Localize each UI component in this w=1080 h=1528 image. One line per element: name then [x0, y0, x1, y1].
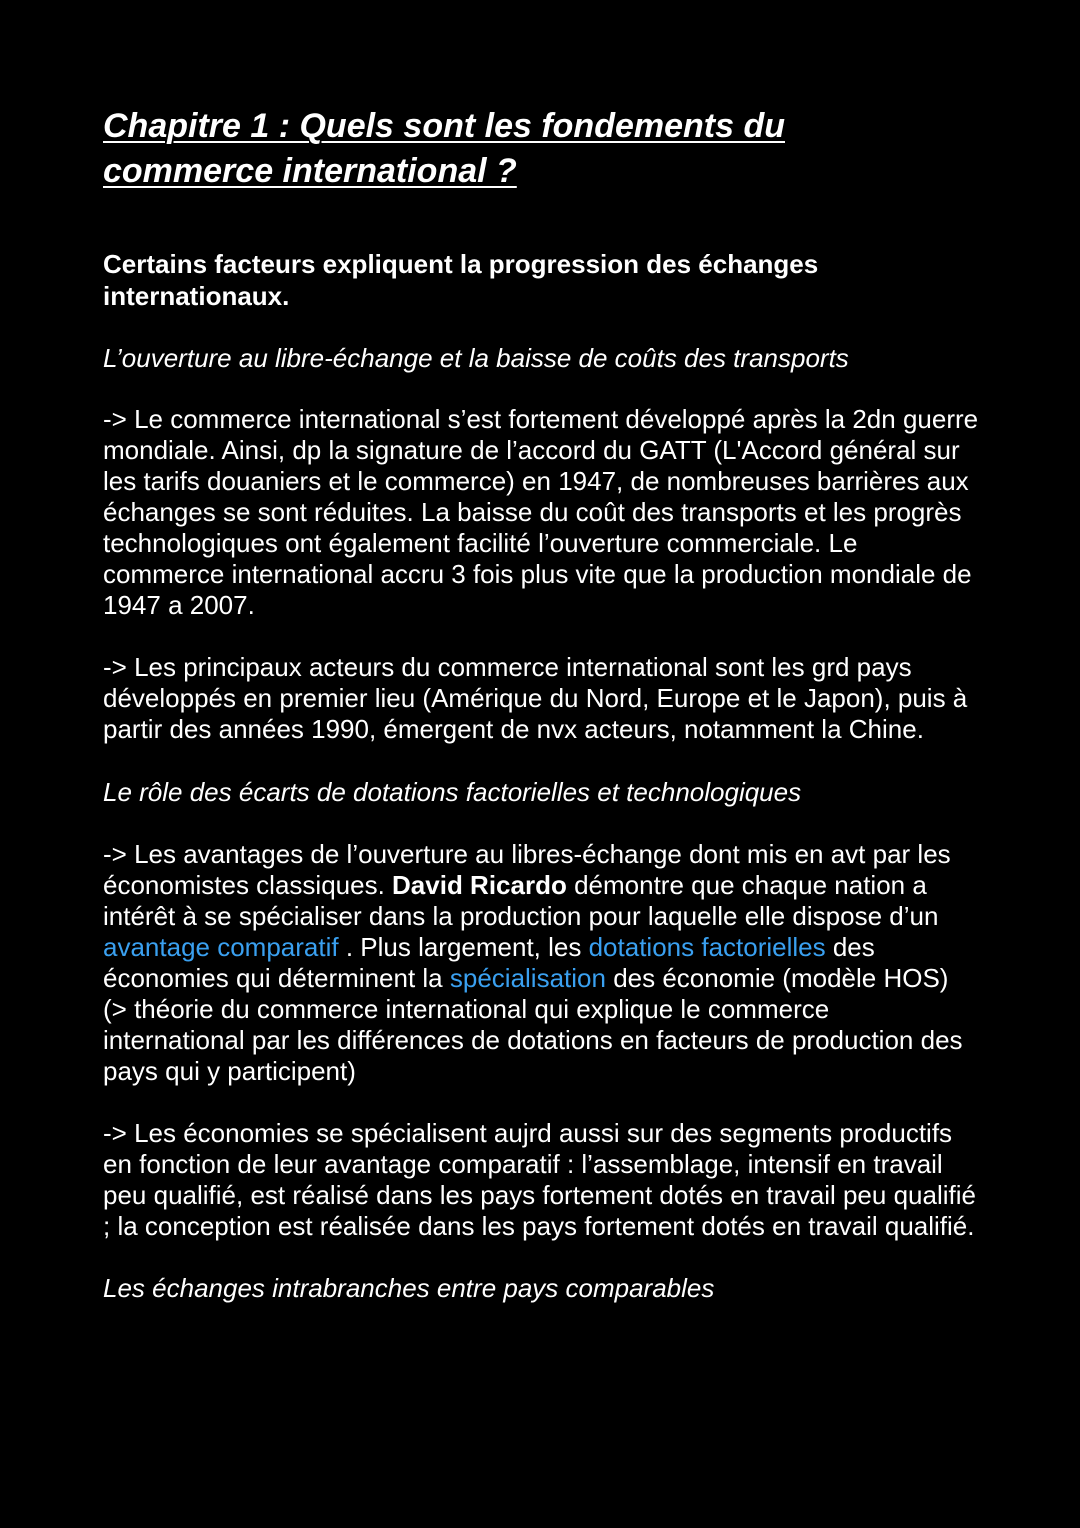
paragraph-main-actors: -> Les principaux acteurs du commerce international sont les grd pays développés en premier lieu (Amérique du Nord, Europe et le Japon), puis à partir des années 1990, émergent de nvx acteurs, notamment la Chine. — [103, 652, 968, 744]
section-heading-factor-endowments: Le rôle des écarts de dotations factorielles et technologiques — [103, 777, 802, 807]
intro-subtitle: Certains facteurs expliquent la progression des échanges internationaux. — [103, 249, 819, 311]
title-line-1: Chapitre 1 : Quels sont les fondements du — [103, 107, 785, 145]
paragraph-ricardo — [103, 839, 973, 1087]
ricardo-name: David Ricardo — [392, 870, 567, 900]
paragraph-productive-segments: -> Les économies se spécialisent aujrd aussi sur des segments productifs en fonction de leur avantage comparatif : l’assemblage, intensif en travail peu qualifié, est réalisé dans les pays fortement dotés en travail peu qualifié ; la conception est réalisée dans les pays fortement dotés en travail qualifié. — [103, 1118, 976, 1241]
ricardo-text-1: -> Les avantages de l’ouverture au libres-échange dont mis en avt par les économistes classiques. — [103, 839, 951, 900]
ricardo-text-5: des économie (modèle HOS) (> théorie du commerce international qui explique le commerce international par les différences de dotations en facteurs de production des pays qui y participent) — [103, 963, 963, 1086]
term-dotations-factorielles: dotations factorielles — [588, 932, 826, 962]
page-title — [103, 104, 1003, 194]
term-avantage-comparatif: avantage comparatif — [103, 932, 339, 962]
section-heading-intra-industry: Les échanges intrabranches entre pays comparables — [103, 1273, 715, 1303]
title-line-2: commerce international ? — [103, 152, 517, 190]
term-specialisation: spécialisation — [449, 963, 606, 993]
section-heading-open-trade: L’ouverture au libre-échange et la baisse de coûts des transports — [103, 343, 849, 373]
paragraph-gatt: -> Le commerce international s’est fortement développé après la 2dn guerre mondiale. Ainsi, dp la signature de l’accord du GATT (L'Accord général sur les tarifs douaniers et le commerce) en 1947, de nombreuses barrières aux échanges se sont réduites. La baisse du coût des transports et les progrès technologiques ont également facilité l’ouverture commerciale. Le commerce international accru 3 fois plus vite que la production mondiale de 1947 a 2007. — [103, 404, 979, 620]
document-page — [103, 104, 1003, 1304]
ricardo-text-2: démontre que chaque nation a intérêt à se spécialiser dans la production pour laquelle elle dispose d’un — [103, 870, 939, 931]
ricardo-text-3: . Plus largement, les — [338, 932, 589, 962]
ricardo-text-4: des économies qui déterminent la — [103, 932, 875, 993]
